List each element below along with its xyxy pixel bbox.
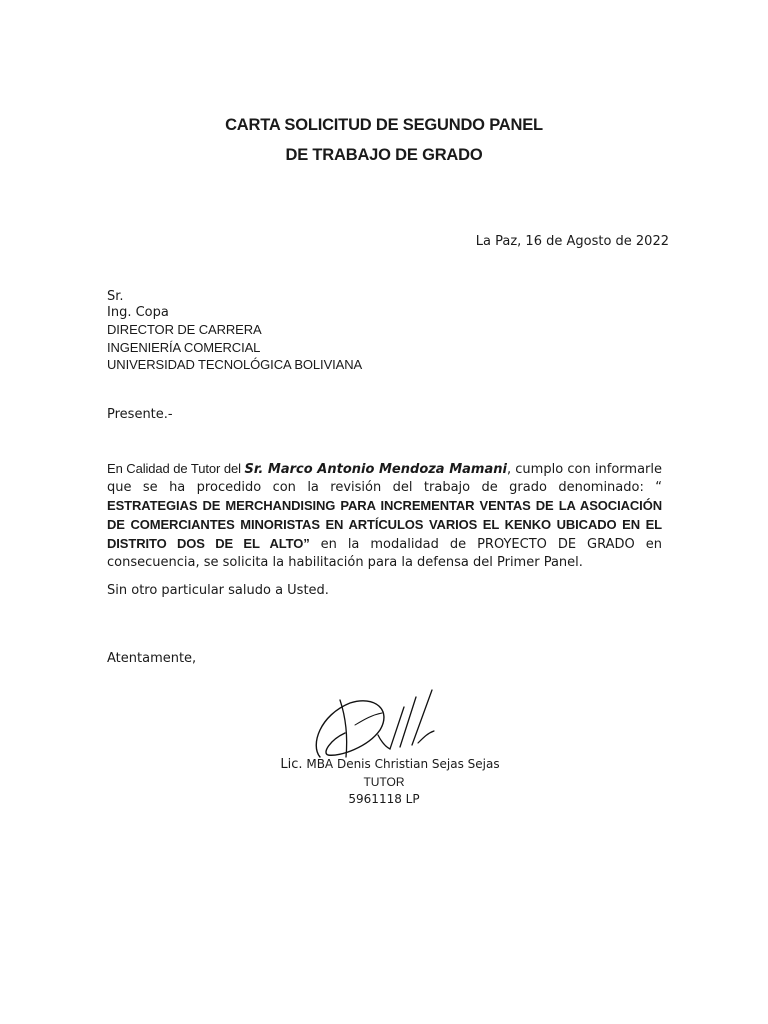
body-middle: , cumplo con informarle que se ha procedido con la revisión del trabajo de grado denominado: “ [107,462,662,495]
recipient-department: INGENIERÍA COMERCIAL [107,340,261,355]
closing-line: Sin otro particular saludo a Usted. [107,583,329,598]
thesis-title: ESTRATEGIAS DE MERCHANDISING PARA INCREMENTAR VENTAS DE LA ASOCIACIÓN DE COMERCIANTES MINORISTAS EN ARTÍCULOS VARIOS EL KENKO UBICADO EN EL DISTRITO DOS DE EL ALTO” [107,498,662,551]
signatory-name-line [6,757,768,772]
greeting: Presente.- [107,407,173,422]
body-paragraph [107,460,662,572]
recipient-position: DIRECTOR DE CARRERA [107,322,262,337]
letter-date: La Paz, 16 de Agosto de 2022 [475,234,669,249]
letter-title-line2: DE TRABAJO DE GRADO [285,146,483,164]
farewell: Atentamente, [107,651,197,666]
body-intro: En Calidad de Tutor del [107,461,245,476]
body-end: en la modalidad de PROYECTO DE GRADO en consecuencia, se solicita la habilitación para la defensa del Primer Panel. [107,537,662,570]
recipient-salutation: Sr. [107,289,124,304]
recipient-name: Ing. Copa [107,305,169,320]
recipient-institution: UNIVERSIDAD TECNOLÓGICA BOLIVIANA [107,357,363,372]
signatory-prefix: Lic. [280,757,303,772]
signatory-id: 5961118 LP [348,792,420,806]
student-name: Sr. Marco Antonio Mendoza Mamani [244,462,507,477]
signatory-role: TUTOR [363,775,405,789]
signatory-name: MBA Denis Christian Sejas Sejas [302,757,500,771]
letter-title-line1: CARTA SOLICITUD DE SEGUNDO PANEL [225,116,543,134]
